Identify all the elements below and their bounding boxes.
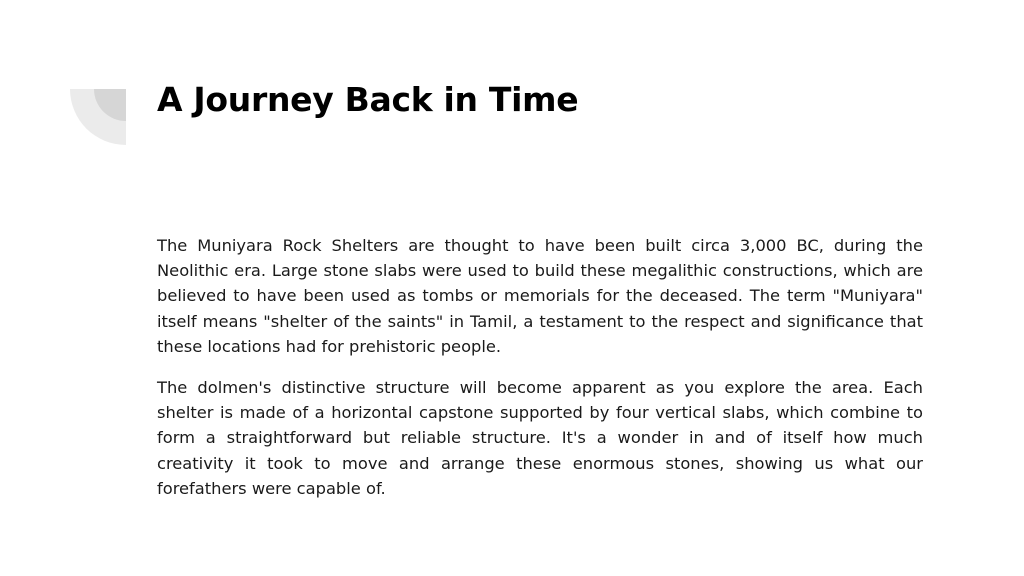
body-text: [157, 233, 923, 517]
quarter-circle-decoration-icon: [70, 89, 126, 145]
paragraph: The Muniyara Rock Shelters are thought to have been built circa 3,000 BC, during the Neolithic era. Large stone slabs were used to build these megalithic constructions, which are believed to have been used as tombs or memorials for the deceased. The term "Muniyara" itself means "shelter of the saints" in Tamil, a testament to the respect and significance that these locations had for prehistoric people.: [157, 236, 923, 356]
slide-title: A Journey Back in Time: [157, 80, 579, 119]
paragraph: The dolmen's distinctive structure will become apparent as you explore the area. Each shelter is made of a horizontal capstone supported by four vertical slabs, which combine to form a straightforward but reliable structure. It's a wonder in and of itself how much creativity it took to move and arrange these enormous stones, showing us what our forefathers were capable of.: [157, 378, 923, 498]
